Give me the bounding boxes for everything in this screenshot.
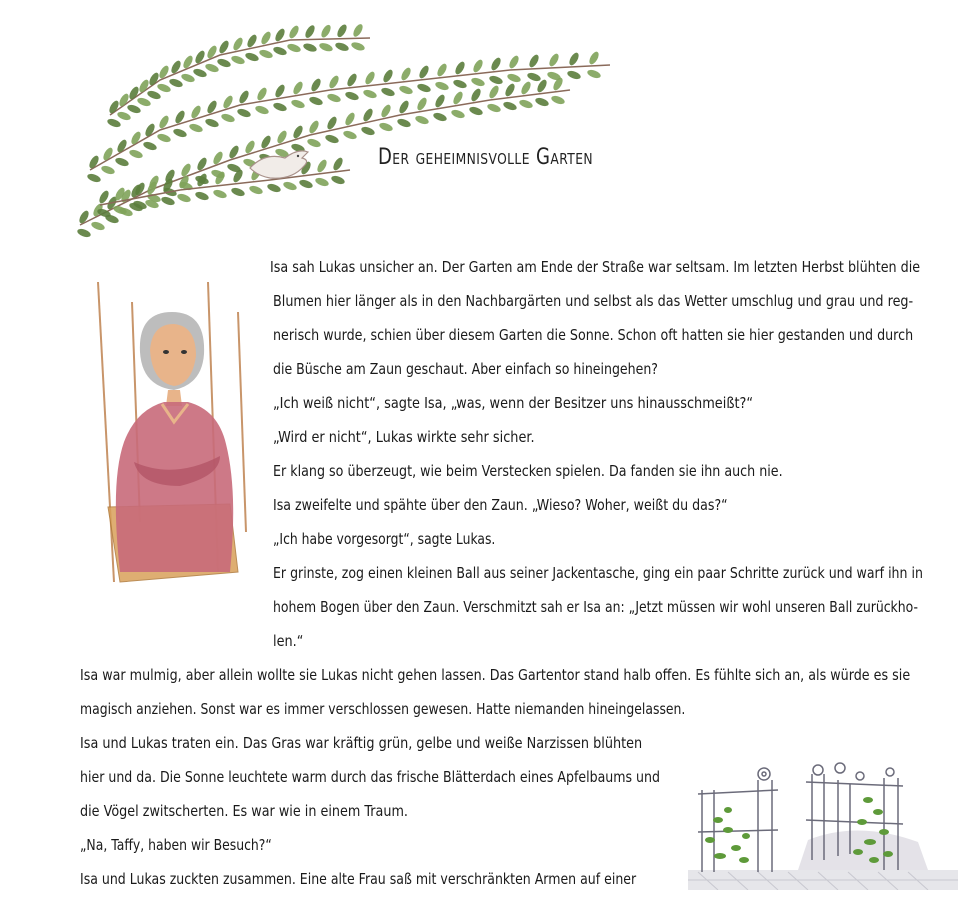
- leaf-icon: [468, 105, 484, 116]
- leaf-icon: [306, 137, 322, 148]
- leaf-icon: [324, 133, 340, 144]
- leaf-icon: [168, 77, 184, 88]
- leaf-icon: [181, 54, 194, 70]
- leaf-icon: [290, 98, 306, 109]
- leaf-icon: [453, 60, 466, 76]
- leaf-icon: [194, 190, 210, 201]
- leaf-icon: [309, 77, 322, 93]
- chapter-title: Der geheimnisvolle Garten: [378, 145, 594, 170]
- leaf-icon: [451, 90, 464, 106]
- leaf-icon: [287, 24, 300, 40]
- text-line: Isa sah Lukas unsicher an. Der Garten am Ende der Straße war seltsam. Im letzten Herbst blühten die: [270, 258, 921, 276]
- leaf-icon: [452, 78, 468, 89]
- leaf-icon: [302, 42, 318, 53]
- leaf-icon: [433, 93, 446, 109]
- leaf-icon: [157, 64, 170, 80]
- leaf-icon: [237, 89, 250, 105]
- leaf-icon: [272, 101, 288, 112]
- leaf-icon: [106, 117, 122, 128]
- leaf-icon: [450, 108, 466, 119]
- leaf-icon: [414, 114, 430, 125]
- leaf-icon: [487, 84, 500, 100]
- leaf-icon: [330, 174, 346, 185]
- leaf-icon: [254, 104, 270, 115]
- text-line: hohem Bogen über den Zaun. Verschmitzt sah er Isa an: „Jetzt müssen wir wohl unseren Ball zurückho-: [273, 598, 918, 616]
- leaf-icon: [381, 68, 394, 84]
- leaf-icon: [586, 68, 602, 79]
- leaf-icon: [116, 110, 132, 121]
- leaf-icon: [518, 98, 534, 109]
- leaf-icon: [469, 87, 482, 103]
- leaf-icon: [470, 76, 486, 87]
- leaf-icon: [282, 180, 298, 191]
- text-line: len.“: [273, 632, 304, 650]
- leaf-icon: [142, 140, 158, 151]
- leaf-icon: [331, 156, 344, 172]
- text-line: die Vögel zwitscherten. Es war wie in einem Traum.: [80, 802, 408, 820]
- leaf-icon: [318, 42, 334, 53]
- leaf-icon: [360, 125, 376, 136]
- leaf-icon: [193, 49, 206, 65]
- leaf-icon: [156, 132, 172, 143]
- leaf-icon: [432, 111, 448, 122]
- leaf-icon: [345, 72, 358, 88]
- leaf-icon: [188, 122, 204, 133]
- leaf-icon: [506, 72, 522, 83]
- leaf-icon: [128, 148, 144, 159]
- leaf-icon: [335, 23, 348, 39]
- leaf-icon: [180, 72, 196, 83]
- leaf-icon: [550, 94, 566, 105]
- leaf-icon: [489, 56, 502, 72]
- leaf-icon: [303, 24, 316, 40]
- leaf-icon: [417, 64, 430, 80]
- leaf-icon: [230, 186, 246, 197]
- leaf-icon: [519, 80, 532, 96]
- text-line: Er grinste, zog einen kleinen Ball aus seiner Jackentasche, ging ein paar Schritte zurück und warf ihn in: [273, 564, 923, 582]
- text-line: „Na, Taffy, haben wir Besuch?“: [80, 836, 272, 854]
- leaf-icon: [362, 88, 378, 99]
- text-line: „Wird er nicht“, Lukas wirkte sehr sicher.: [273, 428, 535, 446]
- leaf-icon: [86, 172, 102, 183]
- leaf-icon: [342, 129, 358, 140]
- leaf-icon: [435, 62, 448, 78]
- leaf-icon: [248, 184, 264, 195]
- leaf-icon: [220, 112, 236, 123]
- leaf-icon: [291, 80, 304, 96]
- leaf-icon: [272, 45, 288, 56]
- leaf-icon: [204, 117, 220, 128]
- leaf-icon: [350, 41, 366, 52]
- text-line: die Büsche am Zaun geschaut. Aber einfach so hineingehen?: [273, 360, 658, 378]
- leaf-icon: [212, 188, 228, 199]
- leaf-icon: [587, 50, 600, 66]
- leaf-icon: [534, 96, 550, 107]
- woman-on-swing-illustration: [80, 272, 260, 622]
- leaf-icon: [172, 127, 188, 138]
- leaf-icon: [547, 52, 560, 68]
- leaf-icon: [273, 83, 286, 99]
- text-line: nerisch wurde, schien über diesem Garten die Sonne. Schon oft hatten sie hier gestanden und durch: [273, 326, 914, 344]
- leaf-icon: [471, 58, 484, 74]
- leaf-icon: [315, 158, 328, 174]
- leaf-icon: [363, 70, 376, 86]
- leaf-icon: [314, 176, 330, 187]
- leaf-icon: [334, 41, 350, 52]
- leaf-icon: [266, 182, 282, 193]
- leaf-icon: [160, 195, 176, 206]
- vine-illustration: [70, 20, 630, 240]
- leaf-icon: [351, 23, 364, 39]
- leaf-icon: [230, 54, 246, 65]
- text-line: „Ich habe vorgesorgt“, sagte Lukas.: [273, 530, 496, 548]
- text-line: Isa zweifelte und spähte über den Zaun. „Wieso? Woher, weißt du das?“: [273, 496, 728, 514]
- text-line: Er klang so überzeugt, wie beim Verstecken spielen. Da fanden sie ihn auch nie.: [273, 462, 783, 480]
- leaf-icon: [378, 121, 394, 132]
- leaf-icon: [398, 84, 414, 95]
- leaf-icon: [308, 95, 324, 106]
- leaf-icon: [136, 96, 152, 107]
- leaf-icon: [204, 62, 220, 73]
- leaf-icon: [258, 48, 274, 59]
- leaf-icon: [156, 82, 172, 93]
- leaf-icon: [169, 59, 182, 75]
- text-line: Isa war mulmig, aber allein wollte sie Lukas nicht gehen lassen. Das Gartentor stand halb offen. Es fühlte sich an, als würde es sie: [80, 666, 911, 684]
- leaf-icon: [396, 117, 412, 128]
- leaf-icon: [527, 53, 540, 69]
- leaf-icon: [100, 164, 116, 175]
- leaf-icon: [319, 23, 332, 39]
- leaf-icon: [192, 67, 208, 78]
- leaf-icon: [507, 54, 520, 70]
- leaf-icon: [126, 103, 142, 114]
- leaf-icon: [298, 178, 314, 189]
- leaf-icon: [526, 71, 542, 82]
- text-line: Isa und Lukas traten ein. Das Gras war kräftig grün, gelbe und weiße Narzissen blühten: [80, 734, 643, 752]
- leaf-icon: [397, 99, 410, 115]
- text-line: Isa und Lukas zuckten zusammen. Eine alte Frau saß mit verschränkten Armen auf einer: [80, 870, 637, 888]
- leaf-icon: [415, 96, 428, 112]
- leaf-icon: [286, 42, 302, 53]
- leaf-icon: [326, 92, 342, 103]
- leaf-icon: [76, 227, 92, 238]
- leaf-icon: [566, 69, 582, 80]
- leaf-icon: [344, 90, 360, 101]
- text-line: Blumen hier länger als in den Nachbargärten und selbst als das Wetter umschlug und grau und reg-: [273, 292, 914, 310]
- vine-leaves: [76, 23, 610, 239]
- leaf-icon: [176, 192, 192, 203]
- leaf-icon: [244, 51, 260, 62]
- leaf-icon: [503, 82, 516, 98]
- leaf-icon: [114, 156, 130, 167]
- leaf-icon: [255, 86, 268, 102]
- leaf-icon: [146, 89, 162, 100]
- leaf-icon: [399, 66, 412, 82]
- text-line: magisch anziehen. Sonst war es immer verschlossen gewesen. Hatte niemanden hineingelassen.: [80, 700, 686, 718]
- text-line: hier und da. Die Sonne leuchtete warm durch das frische Blätterdach eines Apfelbaums und: [80, 768, 660, 786]
- leaf-icon: [488, 74, 504, 85]
- leaf-icon: [567, 51, 580, 67]
- leaf-icon: [205, 44, 218, 60]
- garden-gate-illustration: [688, 760, 958, 890]
- leaf-icon: [236, 107, 252, 118]
- leaf-icon: [380, 86, 396, 97]
- leaf-icon: [327, 74, 340, 90]
- leaf-icon: [486, 102, 502, 113]
- leaf-icon: [434, 80, 450, 91]
- leaf-icon: [216, 57, 232, 68]
- text-line: „Ich weiß nicht“, sagte Isa, „was, wenn der Besitzer uns hinausschmeißt?“: [273, 394, 754, 412]
- leaf-icon: [90, 220, 106, 231]
- leaf-icon: [416, 82, 432, 93]
- leaf-icon: [502, 100, 518, 111]
